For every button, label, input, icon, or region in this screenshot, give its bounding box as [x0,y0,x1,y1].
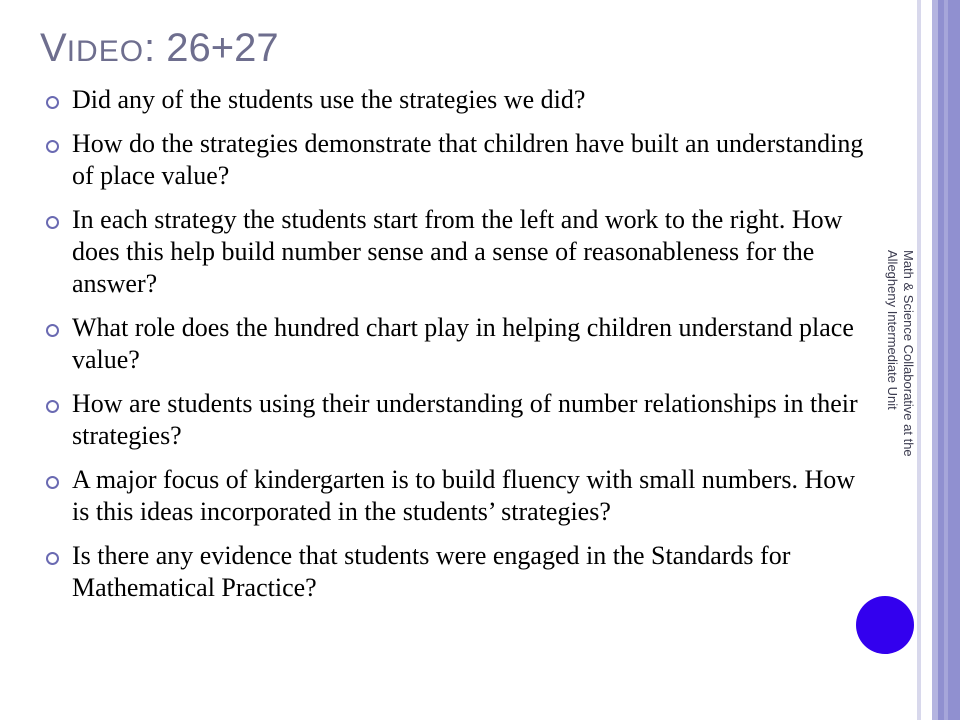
bullet-item [46,540,866,604]
circle-bullet-icon [46,96,59,109]
circle-bullet-icon [46,324,59,337]
bullet-text: In each strategy the students start from the left and work to the right. How does this help build number sense and a sense of reasonableness for the answer? [72,205,843,298]
bullet-list [46,84,866,616]
bullet-text: Did any of the students use the strategies we did? [72,85,586,114]
bullet-item [46,464,866,528]
bullet-item [46,312,866,376]
decorative-stripe [938,0,960,720]
bullet-item [46,388,866,452]
bullet-item [46,128,866,192]
slide-title [40,24,279,76]
bullet-text: How are students using their understanding of number relationships in their strategies? [72,389,858,450]
side-credit [876,250,916,510]
decorative-stripe [944,0,948,720]
bullet-text: What role does the hundred chart play in helping children understand place value? [72,313,854,374]
bullet-item [46,204,866,300]
circle-bullet-icon [46,552,59,565]
bullet-item [46,84,866,116]
bullet-text: Is there any evidence that students were engaged in the Standards for Mathematical Practice? [72,541,791,602]
bullet-text: A major focus of kindergarten is to build fluency with small numbers. How is this ideas incorporated in the students’ strategies? [72,465,855,526]
decorative-dot [856,596,914,654]
circle-bullet-icon [46,216,59,229]
credit-line-1: Math & Science Collaborative at the [901,250,916,457]
bullet-text: How do the strategies demonstrate that children have built an understanding of place value? [72,129,864,190]
credit-line-2: Allegheny Intermediate Unit [885,250,900,410]
circle-bullet-icon [46,140,59,153]
decorative-stripe [921,0,932,720]
title-lead-letter: V [40,26,67,70]
circle-bullet-icon [46,400,59,413]
title-rest: IDEO [66,35,145,68]
title-number: 26+27 [166,26,279,70]
circle-bullet-icon [46,476,59,489]
title-colon: : [144,26,167,70]
